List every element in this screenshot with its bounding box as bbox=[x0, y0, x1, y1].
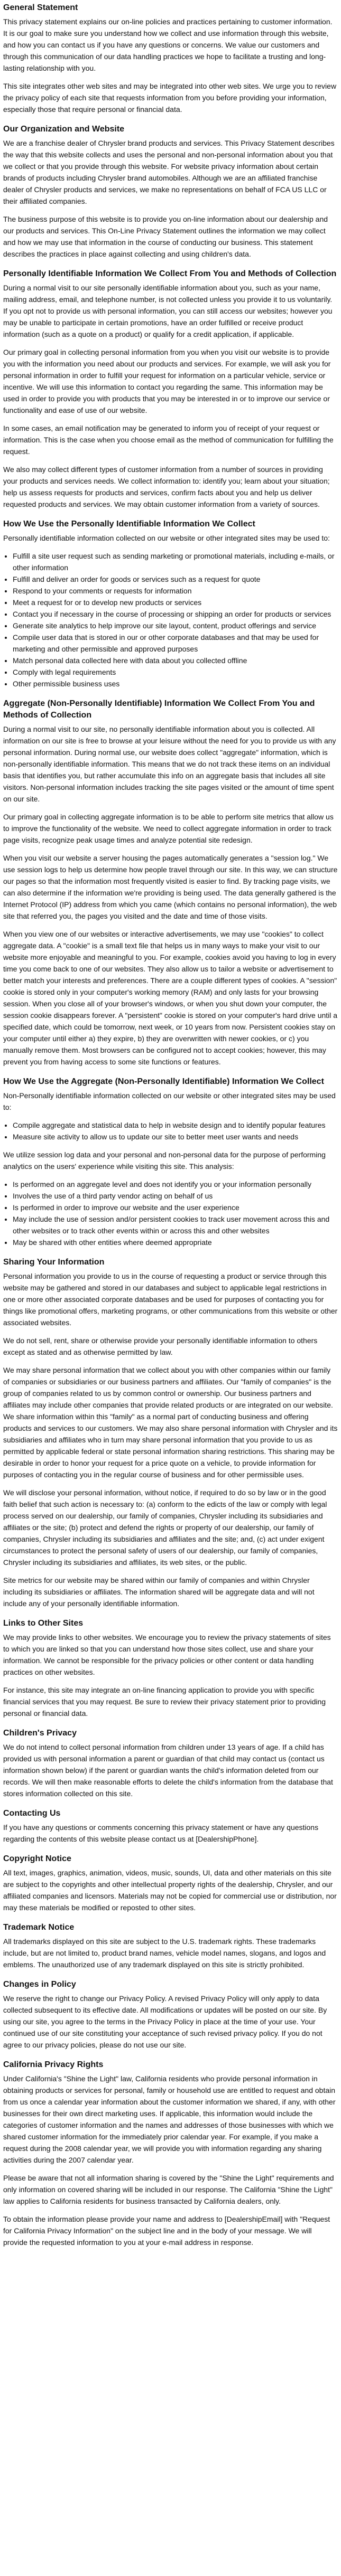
section-paragraph: If you have any questions or comments concerning this privacy statement or have any questions regarding the contents of this website please contact us at [DealershipPhone]. bbox=[3, 1823, 319, 1843]
section-heading: How We Use the Aggregate (Non-Personally Identifiable) Information We Collect bbox=[3, 1077, 324, 1086]
policy-section bbox=[3, 121, 338, 260]
section-heading: General Statement bbox=[3, 3, 78, 12]
section-paragraph: During a normal visit to our site, no personally identifiable information about you is collected. All information on our site is free to browse at your leisure without the need for you to provide us with any personal information. During normal use, our website does collect "aggregate" information, which is non-personally identifiable information. This means that we do not track these items on an individual basis that identifies you, but rather accumulate this info on an aggregate basis that includes all site visitors. Non-personal information includes tracking the site pages visited or the amount of time spent on our site. bbox=[3, 725, 336, 803]
bullet-item: • May be shared with other entities where deemed appropriate bbox=[13, 1237, 338, 1248]
section-paragraph: Please be aware that not all information sharing is covered by the "Shine the Light" requirements and only information on covered sharing will be included in our response. The California "Shine the Light" law applies to California residents for business transacted by California dealers, only. bbox=[3, 2174, 334, 2205]
section-paragraph: During a normal visit to our site personally identifiable information about you, such as your name, mailing address, email, and telephone number, is not collected unless you provide it to us voluntarily. If you opt not to provide us with personal information, you can still access our websites; however you may be unable to participate in certain promotions, have an order fulfilled or receive product information (such as a quote on a product) or qualify for a credit application, if applicable. bbox=[3, 284, 333, 338]
section-heading: Changes in Policy bbox=[3, 1980, 76, 1989]
policy-section bbox=[3, 266, 338, 510]
policy-section bbox=[3, 1851, 338, 1913]
section-paragraph: We will disclose your personal information, without notice, if required to do so by law or in the good faith belief that such action is necessary to: (a) conform to the edicts of the law or comply with legal process served on our dealership, our family of companies, Chrysler including its subsidiaries and affiliates or the site; (b) protect and defend the rights or property of our dealership, our family of companies, Chrysler including its subsidiaries and affiliates and the site; and, (c) act under exigent circumstances to protect the personal safety of users of our dealership, our family of companies, Chrysler including its subsidiaries and affiliates, its web sites, or the public. bbox=[3, 1488, 327, 1567]
policy-section bbox=[3, 1725, 338, 1799]
bullet-item: • Match personal data collected here with data about you collected offline bbox=[13, 655, 338, 666]
bullet-list bbox=[3, 550, 338, 690]
bullet-item: • Other permissible business uses bbox=[13, 678, 338, 690]
bullet-item: • Is performed on an aggregate level and does not identify you or your information personally bbox=[13, 1178, 338, 1190]
bullet-item: • Measure site activity to allow us to update our site to better meet user wants and needs bbox=[13, 1131, 338, 1143]
section-paragraph: When you view one of our websites or interactive advertisements, we may use "cookies" to collect aggregate data. A "cookie" is a small text file that helps us in many ways to make your visit to our website more enjoyable and meaningful to you. For example, cookies avoid you having to log in every time you come back to one of our websites. They also allow us to tailor a website or advertisement to better match your interests and preferences. There are a couple different types of cookies. A "session" cookie is stored only in your computer's working memory (RAM) and only lasts for your browsing session. When you close all of your browser's windows, or when you shut down your computer, the session cookie disappears forever. A "persistent" cookie is stored on your computer's hard drive until a specified date, which could be tomorrow, next week, or 10 years from now. Persistent cookies stay on your computer until either a) they expire, b) they are overwritten with newer cookies, or c) you manually remove them. Most browsers can be configured not to accept cookies; however, this may prevent you from having access to some site functions or features. bbox=[3, 930, 338, 1066]
bullet-item: • Meet a request for or to develop new products or services bbox=[13, 597, 338, 608]
section-paragraph: We may provide links to other websites. We encourage you to review the privacy statements of sites to which you are linked so that you can understand how those sites collect, use and share your information. We cannot be responsible for the privacy policies or other content or data handling practices on other websites. bbox=[3, 1633, 331, 1676]
section-paragraph: Personally identifiable information collected on our website or other integrated sites may be used to: bbox=[3, 534, 330, 542]
section-paragraph: Site metrics for our website may be shared within our family of companies and within Chrysler including its subsidiaries or affiliates. The information shared will be aggregate data and will not include any of your personally identifiable information. bbox=[3, 1576, 315, 1608]
policy-section bbox=[3, 2057, 338, 2248]
section-heading: California Privacy Rights bbox=[3, 2060, 104, 2069]
section-paragraph: To obtain the information please provide your name and address to [DealershipEmail] with "Request for California Privacy Information" on the subject line and in the body of your message. We will provide the requested information to you at your e-mail address in response. bbox=[3, 2215, 330, 2247]
policy-section bbox=[3, 0, 338, 115]
section-heading: Trademark Notice bbox=[3, 1923, 75, 1932]
bullet-item: • Fulfill and deliver an order for goods or services such as a request for quote bbox=[13, 573, 338, 585]
policy-section bbox=[3, 1074, 338, 1248]
section-paragraph: Personal information you provide to us in the course of requesting a product or service through this website may be gathered and stored in our databases and subject to applicable legal restrictions in one or more other associated corporate databases and be used for purposes of contacting you for things like promotional offers, marketing programs, or other communications from this website or other associated websites. bbox=[3, 1272, 338, 1327]
policy-section bbox=[3, 516, 338, 690]
bullet-item: • Contact you if necessary in the course of processing or shipping an order for products or services bbox=[13, 608, 338, 620]
policy-section bbox=[3, 696, 338, 1068]
section-paragraph: We do not sell, rent, share or otherwise provide your personally identifiable information to others except as stated and as otherwise permitted by law. bbox=[3, 1336, 318, 1356]
section-heading: Children's Privacy bbox=[3, 1729, 77, 1738]
section-paragraph: We utilize session log data and your personal and non-personal data for the purpose of performing analytics on the users' experience while visiting this site. This analysis: bbox=[3, 1150, 326, 1171]
section-heading: Our Organization and Website bbox=[3, 125, 125, 134]
policy-section bbox=[3, 1920, 338, 1970]
section-heading: Copyright Notice bbox=[3, 1854, 71, 1863]
policy-section bbox=[3, 1254, 338, 1609]
bullet-list bbox=[3, 1119, 338, 1143]
section-paragraph: Our primary goal in collecting personal information from you when you visit our website is to provide you with the information you need about our products and services. For example, we will ask you for personal information in order to fulfill your request for information on a particular vehicle, service or incentive. We will use this information to contact you regarding the same. This information may be used in order to provide you with products that you may be interested in or to improve our service or functionality and ease of use of our website. bbox=[3, 348, 331, 414]
bullet-item: • Compile user data that is stored in our or other corporate databases and that may be used for marketing and other permissible and approved purposes bbox=[13, 631, 338, 655]
section-heading: Personally Identifiable Information We Collect From You and Methods of Collection bbox=[3, 269, 337, 278]
section-paragraph: Non-Personally identifiable information collected on our website or other integrated sites may be used to: bbox=[3, 1091, 336, 1111]
bullet-item: • Comply with legal requirements bbox=[13, 666, 338, 678]
section-heading: Links to Other Sites bbox=[3, 1619, 84, 1628]
section-paragraph: In some cases, an email notification may be generated to inform you of receipt of your request or information. This is the case when you choose email as the method of communication for fulfilling the request. bbox=[3, 424, 334, 456]
bullet-item: • Involves the use of a third party vendor acting on behalf of us bbox=[13, 1190, 338, 1202]
section-paragraph: We are a franchise dealer of Chrysler brand products and services. This Privacy Statement describes the way that this website collects and uses the personal and non-personal information about you that we collect or that you provide through this website. For website privacy information about certain brands of products including Chrysler brand automobiles. Although we are an affiliated franchise dealer of Chrysler products and services, we make no representations on behalf of FCA US LLC or their affiliated companies. bbox=[3, 139, 335, 205]
bullet-item: • Is performed in order to improve our website and the user experience bbox=[13, 1202, 338, 1213]
section-paragraph: We also may collect different types of customer information from a number of sources in providing your products and services needs. We collect information to: identify you; learn about your situation; help us assess requests for products and services, confirm facts about you and help us deliver requested products and services. We may obtain customer information from a variety of sources. bbox=[3, 465, 330, 508]
policy-section bbox=[3, 1616, 338, 1719]
section-paragraph: Our primary goal in collecting aggregate information is to be able to perform site metrics that allow us to improve the functionality of the website. We need to collect aggregate information in order to track page visits, recognize peak usage times and analyze potential site redesign. bbox=[3, 813, 334, 844]
policy-section bbox=[3, 1977, 338, 2051]
bullet-item: • Compile aggregate and statistical data to help in website design and to identify popular features bbox=[13, 1119, 338, 1131]
policy-section bbox=[3, 1806, 338, 1845]
section-heading: How We Use the Personally Identifiable Information We Collect bbox=[3, 520, 255, 529]
section-paragraph: We reserve the right to change our Privacy Policy. A revised Privacy Policy will only apply to data collected subsequent to its effective date. All modifications or updates will be posted on our site. By using our site, you agree to the terms in the Privacy Policy in place at the time of your use. Your continued use of our site constituting your acceptance of such revised privacy policy. If you do not agree to our privacy policies, please do not use our site. bbox=[3, 1994, 327, 2049]
section-paragraph: Under California's "Shine the Light" law, California residents who provide personal information in obtaining products or services for personal, family or household use are entitled to request and obtain from us once a calendar year information about the customer information we shared, if any, with other businesses for their own direct marketing uses. If applicable, this information would include the categories of customer information and the names and addresses of those businesses with which we shared customer information for the immediately prior calendar year. For example, if you make a request during the 2008 calendar year, we will provide you with information regarding any sharing activities during the 2007 calendar year. bbox=[3, 2074, 336, 2164]
section-paragraph: For instance, this site may integrate an on-line financing application to provide you with specific financial services that you may request. Be sure to review their privacy statement prior to providing personal or financial data. bbox=[3, 1686, 326, 1718]
bullet-item: • Fulfill a site user request such as sending marketing or promotional materials, including e-mails, or other information bbox=[13, 550, 338, 573]
section-paragraph: When you visit our website a server housing the pages automatically generates a "session log." We use session logs to help us determine how people travel through our site. In this way, we can structure our pages so that the information most frequently visited is easier to find. By tracking page visits, we can also determine if the information we're providing is being used. The data generally gathered is the Internet Protocol (IP) address from which you came (which contains no personal information), the web site that referred you, the pages you visited and the date and time of those visits. bbox=[3, 854, 338, 920]
bullet-item: • Respond to your comments or requests for information bbox=[13, 585, 338, 597]
section-heading: Contacting Us bbox=[3, 1809, 61, 1818]
section-paragraph: This privacy statement explains our on-line policies and practices pertaining to customer information. It is our goal to make sure you understand how we collect and use information through this website, and how you can contact us if you have any questions or concerns. We value our customers and through this communication of our data handling practices we hope to facilitate a trusting and long-lasting relationship with you. bbox=[3, 17, 333, 72]
section-paragraph: We may share personal information that we collect about you with other companies within our family of companies or subsidiaries or our business partners and affiliates. Our "family of companies" is the group of companies related to us by common control or ownership. Our business partners and affiliates may include other companies that provide related products or are integrated on our website. We share information within this "family" as a normal part of conducting business and offering products and services to our customers. We may also share personal information with Chrysler and its subsidiaries and affiliates who in turn may share personal information that you provide to us as permitted by applicable federal or state personal information sharing restrictions. This sharing may be desirable in order to honor your request for a price quote on a vehicle, to provide information for purposes of contacting you in the regular course of business and for other permissible uses. bbox=[3, 1366, 338, 1479]
section-heading: Aggregate (Non-Personally Identifiable) Information We Collect From You and Methods of Collection bbox=[3, 699, 315, 720]
section-paragraph: All trademarks displayed on this site are subject to the U.S. trademark rights. These trademarks include, but are not limited to, product brand names, vehicle model names, slogans, and logos and emblems. The unauthorized use of any trademark displayed on this site is strictly prohibited. bbox=[3, 1937, 326, 1969]
section-paragraph: We do not intend to collect personal information from children under 13 years of age. If a child has provided us with personal information a parent or guardian of that child may contact us (contact us information shown below) if the parent or guardian wants the child's information deleted from our records. We will then make reasonable efforts to delete the child's information from the database that stores information collected on this site. bbox=[3, 1743, 333, 1798]
bullet-item: • May include the use of session and/or persistent cookies to track user movement across this and other websites or to track other events within or across this and other websites bbox=[13, 1213, 338, 1237]
bullet-list bbox=[3, 1178, 338, 1248]
section-paragraph: All text, images, graphics, animation, videos, music, sounds, UI, data and other materials on this site are subject to the copyrights and other intellectual property rights of the dealership, Chrysler, and our affiliated companies and licensors. Materials may not be copied for commercial use or distribution, nor may these materials be modified or reposted to other sites. bbox=[3, 1869, 337, 1912]
section-paragraph: The business purpose of this website is to provide you on-line information about our dealership and our products and services. This On-Line Privacy Statement outlines the information we may collect and how we may use that information in the course of conducting our business. This statement describes the practices in place against collecting and using children's data. bbox=[3, 215, 328, 258]
section-heading: Sharing Your Information bbox=[3, 1258, 105, 1267]
section-paragraph: This site integrates other web sites and may be integrated into other web sites. We urge you to review the privacy policy of each site that requests information from you before providing your information, especially those that require personal or financial data. bbox=[3, 82, 337, 114]
bullet-item: • Generate site analytics to help improve our site layout, content, product offerings and service bbox=[13, 620, 338, 631]
